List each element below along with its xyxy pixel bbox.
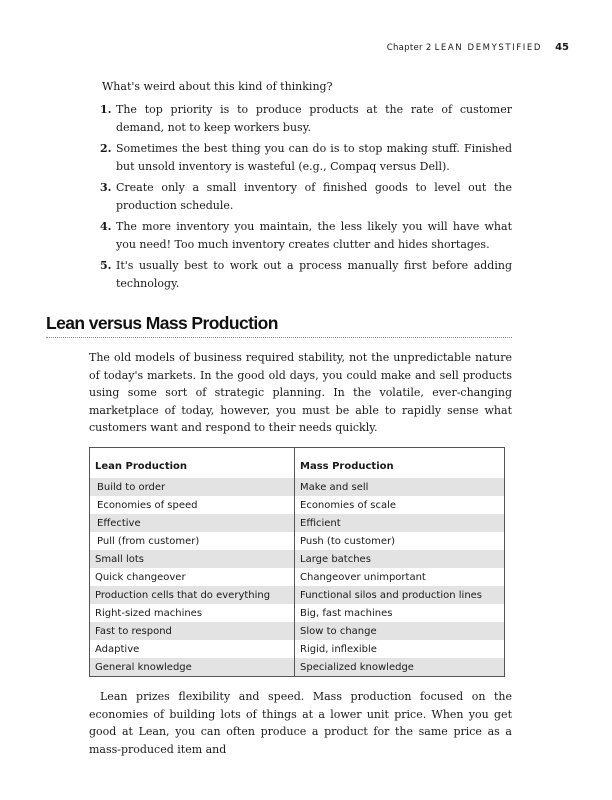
- table-cell: Right-sized machines: [90, 604, 295, 622]
- numbered-list: [100, 101, 512, 296]
- table-row: [90, 640, 505, 658]
- list-number: 3.: [100, 181, 112, 194]
- list-number: 1.: [100, 103, 112, 116]
- table-row: [90, 604, 505, 622]
- list-number: 4.: [100, 220, 112, 233]
- list-item: [100, 218, 512, 254]
- table-cell: Push (to customer): [300, 535, 396, 547]
- table-row: [90, 622, 505, 640]
- table-cell: General knowledge: [90, 658, 295, 677]
- heading-divider: [46, 337, 512, 338]
- list-item: [100, 101, 512, 137]
- table-row: [90, 514, 505, 532]
- table-row: [90, 532, 505, 550]
- table-cell: Economies of scale: [300, 499, 397, 511]
- column-header-mass: Mass Production: [295, 448, 505, 479]
- list-text: The top priority is to produce products at the rate of customer demand, not to keep workers busy.: [116, 103, 512, 134]
- running-header: [0, 42, 612, 56]
- table-cell: Quick changeover: [90, 568, 295, 586]
- column-header-lean: Lean Production: [90, 448, 295, 479]
- table-cell: Make and sell: [295, 478, 505, 496]
- body-paragraph: The old models of business required stability, not the unpredictable nature of today's markets. In the good old days, you could make and sell products using some sort of strategic planning. In the volatile, ever-changing marketplace of today, however, you must be able to rapidly sense what customers want and respond to their needs quickly.: [89, 351, 512, 434]
- list-text: It's usually best to work out a process manually first before adding technology.: [116, 259, 512, 290]
- table-header-row: [90, 448, 505, 479]
- table-row: [90, 478, 505, 496]
- page-number: 45: [555, 42, 569, 53]
- table-cell: Effective: [90, 514, 295, 532]
- body-paragraph: Lean prizes flexibility and speed. Mass production focused on the economies of building lots of things at a lower unit price. When you get good at Lean, you can often produce a product for the same price as a mass-produced item and: [89, 690, 512, 756]
- table-row: [90, 496, 505, 514]
- table-cell: Pull (from customer): [90, 532, 295, 550]
- table-cell: Large batches: [295, 550, 505, 568]
- comparison-table: [89, 447, 505, 677]
- list-text: Create only a small inventory of finished goods to level out the production schedule.: [116, 181, 512, 212]
- list-number: 2.: [100, 142, 112, 155]
- list-item: [100, 140, 512, 176]
- table-row: [90, 586, 505, 604]
- table-row: [90, 658, 505, 677]
- table-cell: Adaptive: [90, 640, 295, 658]
- table-cell: Functional silos and production lines: [295, 586, 505, 604]
- table-cell: Changeover unimportant: [300, 571, 426, 583]
- intro-line: What's weird about this kind of thinking?: [102, 80, 333, 93]
- list-text: Sometimes the best thing you can do is to stop making stuff. Finished but unsold inventory is wasteful (e.g., Compaq versus Dell).: [116, 142, 512, 173]
- table-cell: Production cells that do everything: [90, 586, 295, 604]
- table-cell: Small lots: [90, 550, 295, 568]
- chapter-label: Chapter 2 LEAN DEMYSTIFIED: [386, 43, 542, 53]
- table-row: [90, 550, 505, 568]
- list-number: 5.: [100, 259, 112, 272]
- table-cell: Economies of speed: [90, 496, 295, 514]
- table-cell: Fast to respond: [90, 622, 295, 640]
- table-cell: Big, fast machines: [300, 607, 393, 619]
- table-cell: Rigid, inflexible: [300, 643, 377, 655]
- table-cell: Specialized knowledge: [295, 658, 505, 677]
- list-text: The more inventory you maintain, the less likely you will have what you need! Too much inventory creates clutter and hides shortages.: [116, 220, 512, 251]
- list-item: [100, 257, 512, 293]
- table-cell: Efficient: [295, 514, 505, 532]
- section-heading: Lean versus Mass Production: [46, 313, 278, 333]
- list-item: [100, 179, 512, 215]
- table-cell: Slow to change: [295, 622, 505, 640]
- table-row: [90, 568, 505, 586]
- table-cell: Build to order: [90, 478, 295, 496]
